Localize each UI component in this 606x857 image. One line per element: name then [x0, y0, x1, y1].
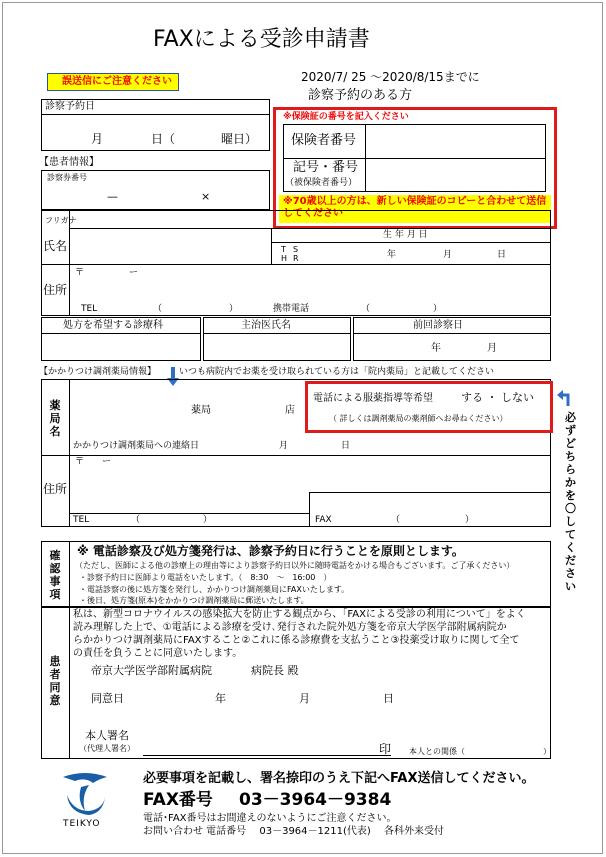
misdelivery-warning-text: 誤送信にご注意ください [62, 76, 172, 87]
footer-contact: お問い合わせ 電話番号 03－3964－1211(代表) 各科外来受付 [143, 826, 444, 837]
pharmacy-section-title: 【かかりつけ調剤薬局情報】 [39, 367, 157, 377]
department-label: 処方を希望する診療科 [63, 320, 163, 331]
pharmacy-fax-paren-close: ） [465, 515, 475, 525]
consent-line-3: らかかりつけ調剤薬局にFAXすること②これに係る診療費を支払うこと③投薬受け取りに関して全て [73, 635, 520, 646]
period-text: 2020/7/ 25 〜2020/8/15までに [301, 70, 480, 84]
pharmacy-section-note: いつも病院内でお薬を受け取られている方は「院内薬局」と記載してください [179, 367, 495, 377]
consent-director: 病院長 殿 [251, 664, 299, 677]
appointment-date-label: 診察予約日 [45, 101, 95, 112]
proxy-signature-label: （代理人署名） [79, 744, 135, 753]
phone-guidance-sub: （ 詳しくは調剤薬局の薬剤師へお尋ねください） [329, 414, 508, 423]
seal-mark: 印 [379, 742, 392, 756]
doctor-label: 主治医氏名 [241, 320, 291, 331]
confirm-sub: （ただし、医師による他の診療上の理由等により診察予約日以外に随時電話をかける場合もございます。ご了承ください） [75, 561, 515, 570]
card-number-x: × [201, 190, 211, 203]
footer-fax-number: 03－3964－9384 [239, 790, 392, 810]
address-label: 住所 [43, 283, 68, 297]
insurer-number-label: 保険者番号 [291, 133, 357, 148]
pharmacy-tel-label: TEL [73, 515, 90, 525]
furigana-field[interactable] [71, 211, 549, 227]
confirm-headline: ※ 電話診察及び処方箋発行は、診察予約日に行うことを原則とします。 [77, 544, 464, 558]
card-number-label: 診察券番号 [47, 173, 87, 182]
form-title: FAXによる受診申請書 [153, 27, 370, 52]
phone-guidance-choice[interactable]: する ・ しない [461, 391, 534, 404]
consent-date-year[interactable]: 年 [215, 692, 226, 705]
pharmacy-postal[interactable]: 〒 ー [75, 457, 112, 467]
footer-caution: 電話･FAX番号はお間違えのないようにご注意ください。 [143, 813, 397, 824]
contact-date-month[interactable]: 月 [279, 441, 289, 451]
phone-guidance-label: 電話による服薬指導等希望 [313, 393, 433, 404]
signature-label: 本人署名 [85, 729, 129, 742]
teikyo-logo [59, 771, 111, 831]
pharmacy-name-field[interactable] [73, 383, 301, 423]
pharmacy-name-vertical: 薬局名 [49, 399, 61, 438]
consent-label-vertical: 患者同意 [49, 655, 61, 707]
last-visit-month: 月 [487, 343, 497, 354]
appointment-month[interactable]: 月 [91, 132, 104, 146]
era-r[interactable]: R [293, 254, 299, 263]
era-h[interactable]: H [281, 254, 288, 263]
signature-line[interactable] [143, 755, 391, 756]
pharmacy-tel-paren-open: （ [131, 515, 141, 525]
misdelivery-warning-badge [47, 73, 179, 91]
pharmacy-address-label: 住所 [43, 482, 68, 496]
confirm-label-vertical: 確認事項 [49, 549, 61, 601]
postal-code[interactable]: 〒 ー [75, 268, 139, 278]
contact-date-day[interactable]: 日 [341, 441, 351, 451]
yakkyoku-label: 薬局 [191, 405, 211, 416]
period-sub-text: 診察予約のある方 [308, 88, 413, 103]
tel-paren-open: （ [153, 304, 163, 314]
last-visit-year: 年 [431, 343, 441, 354]
dob-month[interactable]: 月 [443, 250, 453, 260]
consent-line-4: の責任を負うことに同意いたします。 [73, 648, 243, 659]
tel-paren-close: ） [229, 304, 239, 314]
consent-hospital: 帝京大学医学部附属病院 [91, 664, 212, 677]
appointment-weekday[interactable]: 曜日） [221, 132, 258, 146]
furigana-label: フリガナ [45, 216, 77, 225]
tel-label: TEL [81, 304, 98, 314]
confirm-item-2: ・電話診察の後に処方箋を発行し、かかりつけ調剤薬局にFAXいたします。 [79, 585, 350, 594]
consent-date-label: 同意日 [91, 692, 124, 705]
name-label: 氏名 [43, 239, 68, 253]
confirm-item-3: ・後日、処方箋(原本)をかかりつけ調剤薬局に郵送いたします。 [79, 596, 309, 605]
ten-label: 店 [285, 405, 295, 416]
contact-date-label: かかりつけ調剤薬局への連絡日 [73, 441, 200, 451]
teikyo-logo-text: TEIKYO [63, 819, 101, 829]
insurance-note: ※保険証の番号を記入ください [283, 112, 409, 122]
arrow-corner-icon [557, 389, 573, 407]
appointment-day[interactable]: 日（ [151, 132, 176, 146]
era-s[interactable]: S [293, 245, 299, 254]
consent-line-2: 読み理解した上で、①電話による診療を受け､発行された院外処方箋を帝京大学医学部附属病院か [73, 622, 507, 633]
consent-line-1: 私は、新型コロナウイルスの感染拡大を防止する観点から、「FAXによる受診の利用について」をよく [73, 609, 526, 620]
relation-close: ） [543, 747, 551, 756]
pharmacy-fax-field[interactable] [309, 492, 551, 527]
footer-instruction: 必要事項を記載し、署名捺印のうえ下記へFAX送信してください。 [143, 771, 535, 786]
confirm-item-1: ・診察予約日に医師より電話をいたします。（ 8:30 〜 16:00 ） [79, 573, 332, 582]
footer-fax-label: FAX番号 [143, 790, 213, 810]
symbol-number-label: 記号・番号 [293, 160, 359, 175]
side-note-vertical: 必ずどちらかを〇してください [565, 411, 576, 593]
symbol-number-sub: （被保険者番号） [285, 178, 358, 188]
mobile-label: 携帯電話 [273, 304, 310, 314]
pharmacy-tel-paren-close: ） [203, 515, 213, 525]
last-visit-label: 前回診察日 [413, 320, 463, 331]
era-t[interactable]: T [281, 245, 286, 254]
name-field[interactable] [71, 230, 269, 262]
dob-label: 生 年 月 日 [383, 230, 428, 240]
dob-day[interactable]: 日 [497, 250, 507, 260]
card-number-dash: — [107, 190, 118, 203]
pharmacy-fax-label: FAX [315, 515, 332, 525]
fax-application-form [2, 2, 603, 854]
pharmacy-fax-paren-open: （ [391, 515, 401, 525]
relation-label: 本人との関係（ [409, 747, 465, 756]
mobile-paren-open: （ [361, 304, 371, 314]
patient-section-title: 【患者情報】 [39, 157, 99, 168]
phone-guidance-box [305, 381, 553, 433]
consent-date-month[interactable]: 月 [299, 692, 310, 705]
consent-date-day[interactable]: 日 [383, 692, 394, 705]
dob-year[interactable]: 年 [387, 250, 397, 260]
elderly-note-text: ※70歳以上の方は、新しい保険証のコピーと合わせて送信してください [283, 196, 547, 219]
mobile-paren-close: ） [433, 304, 443, 314]
